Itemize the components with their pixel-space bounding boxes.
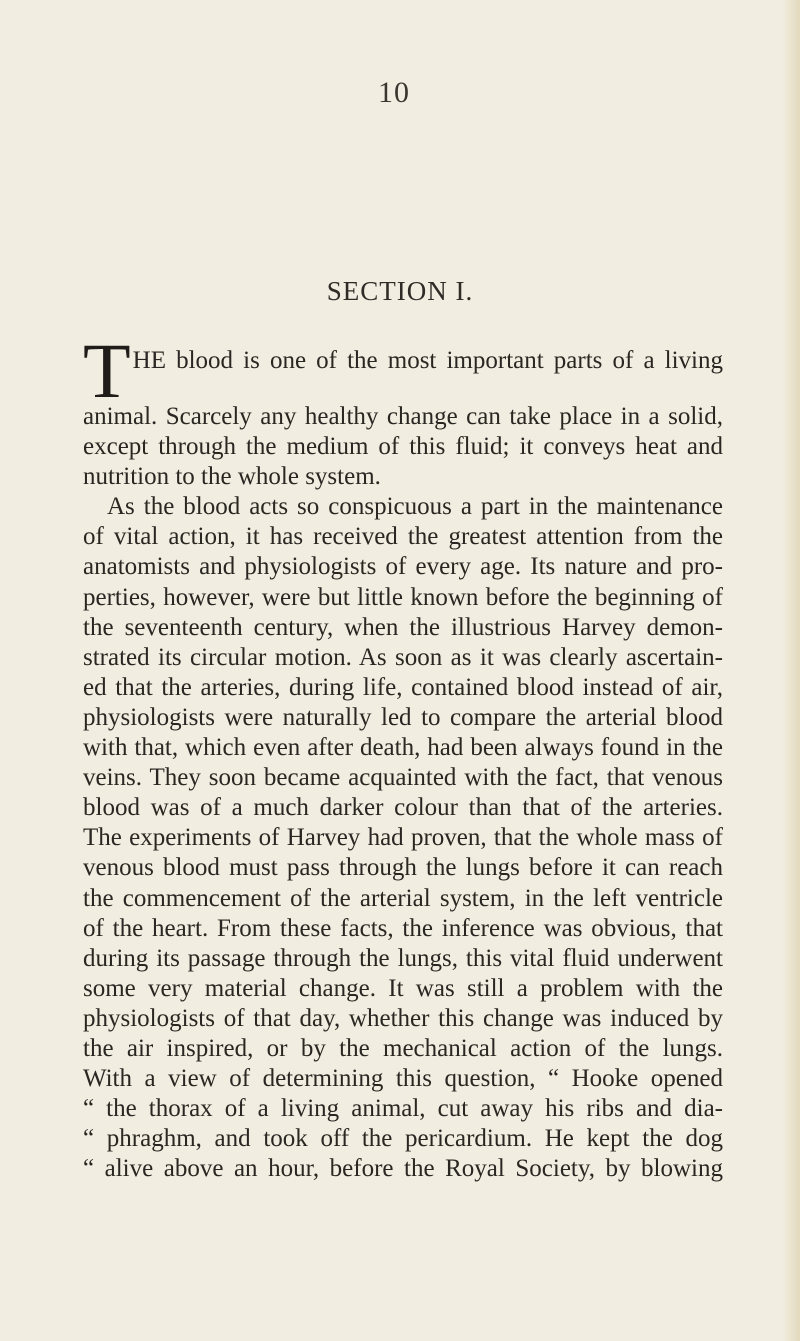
text-line-12: physiologists were naturally led to compare the arterial blood xyxy=(83,703,723,731)
body-text xyxy=(83,327,723,1184)
text-line-13: with that, which even after death, had been always found in the xyxy=(83,734,723,762)
text-line-6: of vital action, it has received the greatest attention from the xyxy=(83,523,723,551)
page-number: 10 xyxy=(378,76,410,109)
text-line-5: As the blood acts so conspicuous a part in the maintenance xyxy=(107,493,723,521)
text-line-25: “ the thorax of a living animal, cut away his ribs and dia- xyxy=(83,1095,723,1123)
text-line-27: “ alive above an hour, before the Royal Society, by blowing xyxy=(83,1155,723,1183)
text-line-1: HE blood is one of the most important parts of a living xyxy=(132,347,723,374)
text-line-16: The experiments of Harvey had proven, that the whole mass of xyxy=(83,824,723,852)
drop-cap: T xyxy=(83,327,131,414)
text-line-20: during its passage through the lungs, this vital fluid underwent xyxy=(83,944,723,972)
section-title: SECTION I. xyxy=(326,276,474,306)
text-line-23: the air inspired, or by the mechanical action of the lungs. xyxy=(83,1034,723,1062)
text-line-10: strated its circular motion. As soon as it was clearly ascertain- xyxy=(83,643,723,671)
text-line-8: perties, however, were but little known before the beginning of xyxy=(83,583,723,611)
text-line-14: veins. They soon became acquainted with the fact, that venous xyxy=(83,764,723,792)
text-line-19: of the heart. From these facts, the inference was obvious, that xyxy=(83,914,723,942)
text-line-26: “ phraghm, and took off the pericardium. He kept the dog xyxy=(83,1125,723,1153)
text-line-11: ed that the arteries, during life, contained blood instead of air, xyxy=(83,673,723,701)
text-line-2: animal. Scarcely any healthy change can take place in a solid, xyxy=(83,403,723,430)
text-line-17: venous blood must pass through the lungs before it can reach xyxy=(83,854,723,882)
text-line-9: the seventeenth century, when the illustrious Harvey demon- xyxy=(83,613,723,641)
text-line-22: physiologists of that day, whether this change was induced by xyxy=(83,1004,723,1032)
text-line-7: anatomists and physiologists of every age. Its nature and pro- xyxy=(83,553,723,581)
text-line-18: the commencement of the arterial system, in the left ventricle xyxy=(83,884,723,912)
text-line-15: blood was of a much darker colour than that of the arteries. xyxy=(83,794,723,822)
text-line-3: except through the medium of this fluid; it conveys heat and xyxy=(83,433,723,461)
text-line-24: With a view of determining this question, “ Hooke opened xyxy=(83,1065,723,1093)
page-edge-shadow xyxy=(782,0,800,1341)
text-line-21: some very material change. It was still a problem with the xyxy=(83,974,723,1002)
text-line-4: nutrition to the whole system. xyxy=(83,463,381,491)
